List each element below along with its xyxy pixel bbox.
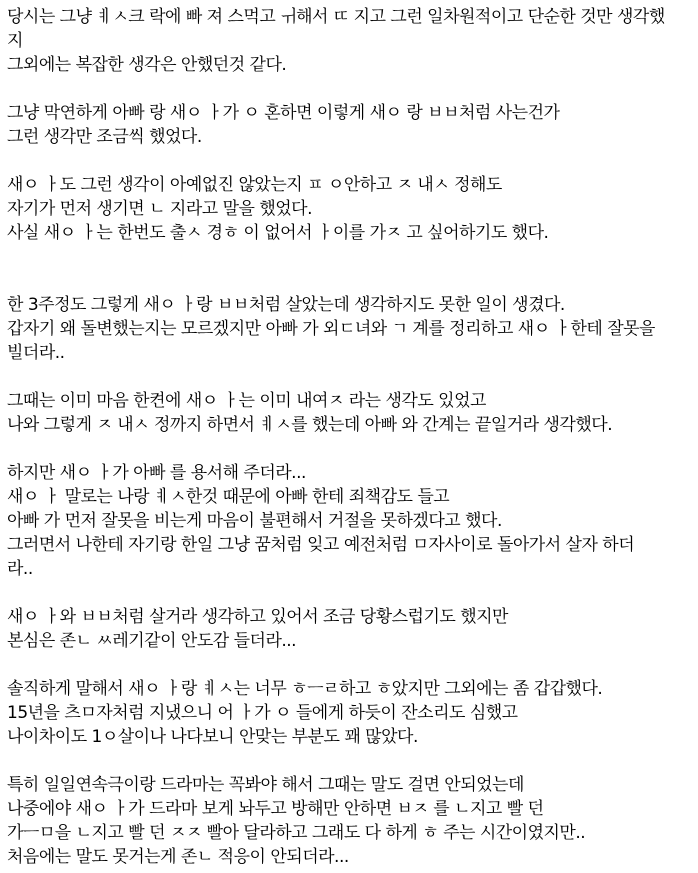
text-line bbox=[7, 437, 692, 461]
text-line: 그외에는 복잡한 생각은 안했던것 같다. bbox=[7, 55, 287, 75]
text-line: 당시는 그냥 ㅖㅅ크 락에 빠 져 스먹고 ㅟ해서 ㄸ 지고 그런 일차원적이고 단순한 것만 생각했 bbox=[7, 7, 665, 27]
text-line: 나이차이도 1ㅇ살이나 나다보니 안맞는 부분도 꽤 많았다. bbox=[7, 727, 418, 747]
text-line: 처음에는 말도 못거는게 존ㄴ 적응이 안되더라... bbox=[7, 847, 349, 867]
text-line: 한 3주정도 그렇게 새ㅇ ㅏ랑 ㅂㅂ처럼 살았는데 생각하지도 못한 일이 생겼다. bbox=[7, 295, 565, 315]
text-line bbox=[7, 749, 692, 773]
text-line: 본심은 존ㄴ ㅆ레기같이 안도감 들더라... bbox=[7, 631, 297, 651]
text-line: 나와 그렇게 ㅈ 내ㅅ 정까지 하면서 ㅖㅅ를 했는데 아빠 와 간계는 끝일거라 생각했다. bbox=[7, 415, 613, 435]
text-line: 갑자기 왜 돌변했는지는 모르겠지만 아빠 가 외ㄷ녀와 ㄱ 계를 정리하고 새ㅇ ㅏ한테 잘못을 bbox=[7, 319, 655, 339]
text-line bbox=[7, 653, 692, 677]
text-line: 새ㅇ ㅏ와 ㅂㅂ처럼 살거라 생각하고 있어서 조금 당황스럽기도 했지만 bbox=[7, 607, 508, 627]
text-line: 가ㅡㅁ을 ㄴ지고 빨 던 ㅈㅈ 빨아 달라하고 그래도 다 하게 ㅎ 주는 시간이였지만.. bbox=[7, 823, 586, 843]
text-line bbox=[7, 149, 692, 173]
text-line: 라.. bbox=[7, 559, 33, 579]
text-line: 지 bbox=[7, 31, 23, 51]
text-line: 그냥 막연하게 아빠 랑 새ㅇ ㅏ가 ㅇ 혼하면 이렇게 새ㅇ 랑 ㅂㅂ처럼 사는건가 bbox=[7, 103, 560, 123]
post-text-body bbox=[7, 5, 692, 869]
text-line bbox=[7, 77, 692, 101]
text-line: 15년을 츠ㅁ자처럼 지냈으니 어 ㅏ가 ㅇ 들에게 하듯이 잔소리도 심했고 bbox=[7, 703, 518, 723]
text-line: 특히 일일연속극이랑 드라마는 꼭봐야 해서 그때는 말도 걸면 안되었는데 bbox=[7, 775, 524, 795]
text-line: 나중에야 새ㅇ ㅏ가 드라마 보게 놔두고 방해만 안하면 ㅂㅈ 를 ㄴ지고 빨 던 bbox=[7, 799, 544, 819]
text-line: 사실 새ㅇ ㅏ는 한번도 출ㅅ 경ㅎ 이 없어서 ㅏ이를 가ㅈ 고 싶어하기도 했다. bbox=[7, 223, 549, 243]
text-line bbox=[7, 269, 692, 293]
text-line: 그러면서 나한테 자기랑 한일 그냥 꿈처럼 잊고 예전처럼 ㅁ자사이로 돌아가서 살자 하더 bbox=[7, 535, 635, 555]
text-line: 빌더라.. bbox=[7, 343, 65, 363]
text-line: 새ㅇ ㅏ도 그런 생각이 아예없진 않았는지 ㅍ ㅇ안하고 ㅈ 내ㅅ 정해도 bbox=[7, 175, 502, 195]
text-line: 그때는 이미 마음 한켠에 새ㅇ ㅏ는 이미 내여ㅈ 라는 생각도 있었고 bbox=[7, 391, 486, 411]
text-line: 그런 생각만 조금씩 했었다. bbox=[7, 127, 202, 147]
text-line bbox=[7, 365, 692, 389]
text-line: 하지만 새ㅇ ㅏ가 아빠 를 용서해 주더라... bbox=[7, 463, 306, 483]
text-line: 아빠 가 먼저 잘못을 비는게 마음이 불편해서 거절을 못하겠다고 했다. bbox=[7, 511, 502, 531]
text-line: 자기가 먼저 생기면 ㄴ 지라고 말을 했었다. bbox=[7, 199, 313, 219]
text-line bbox=[7, 245, 692, 269]
text-line bbox=[7, 581, 692, 605]
text-line: 솔직하게 말해서 새ㅇ ㅏ랑 ㅖㅅ는 너무 ㅎㅡㄹ하고 ㅎ았지만 그외에는 좀 갑갑했다. bbox=[7, 679, 603, 699]
text-line: 새ㅇ ㅏ 말로는 나랑 ㅖㅅ한것 때문에 아빠 한테 죄책감도 들고 bbox=[7, 487, 450, 507]
